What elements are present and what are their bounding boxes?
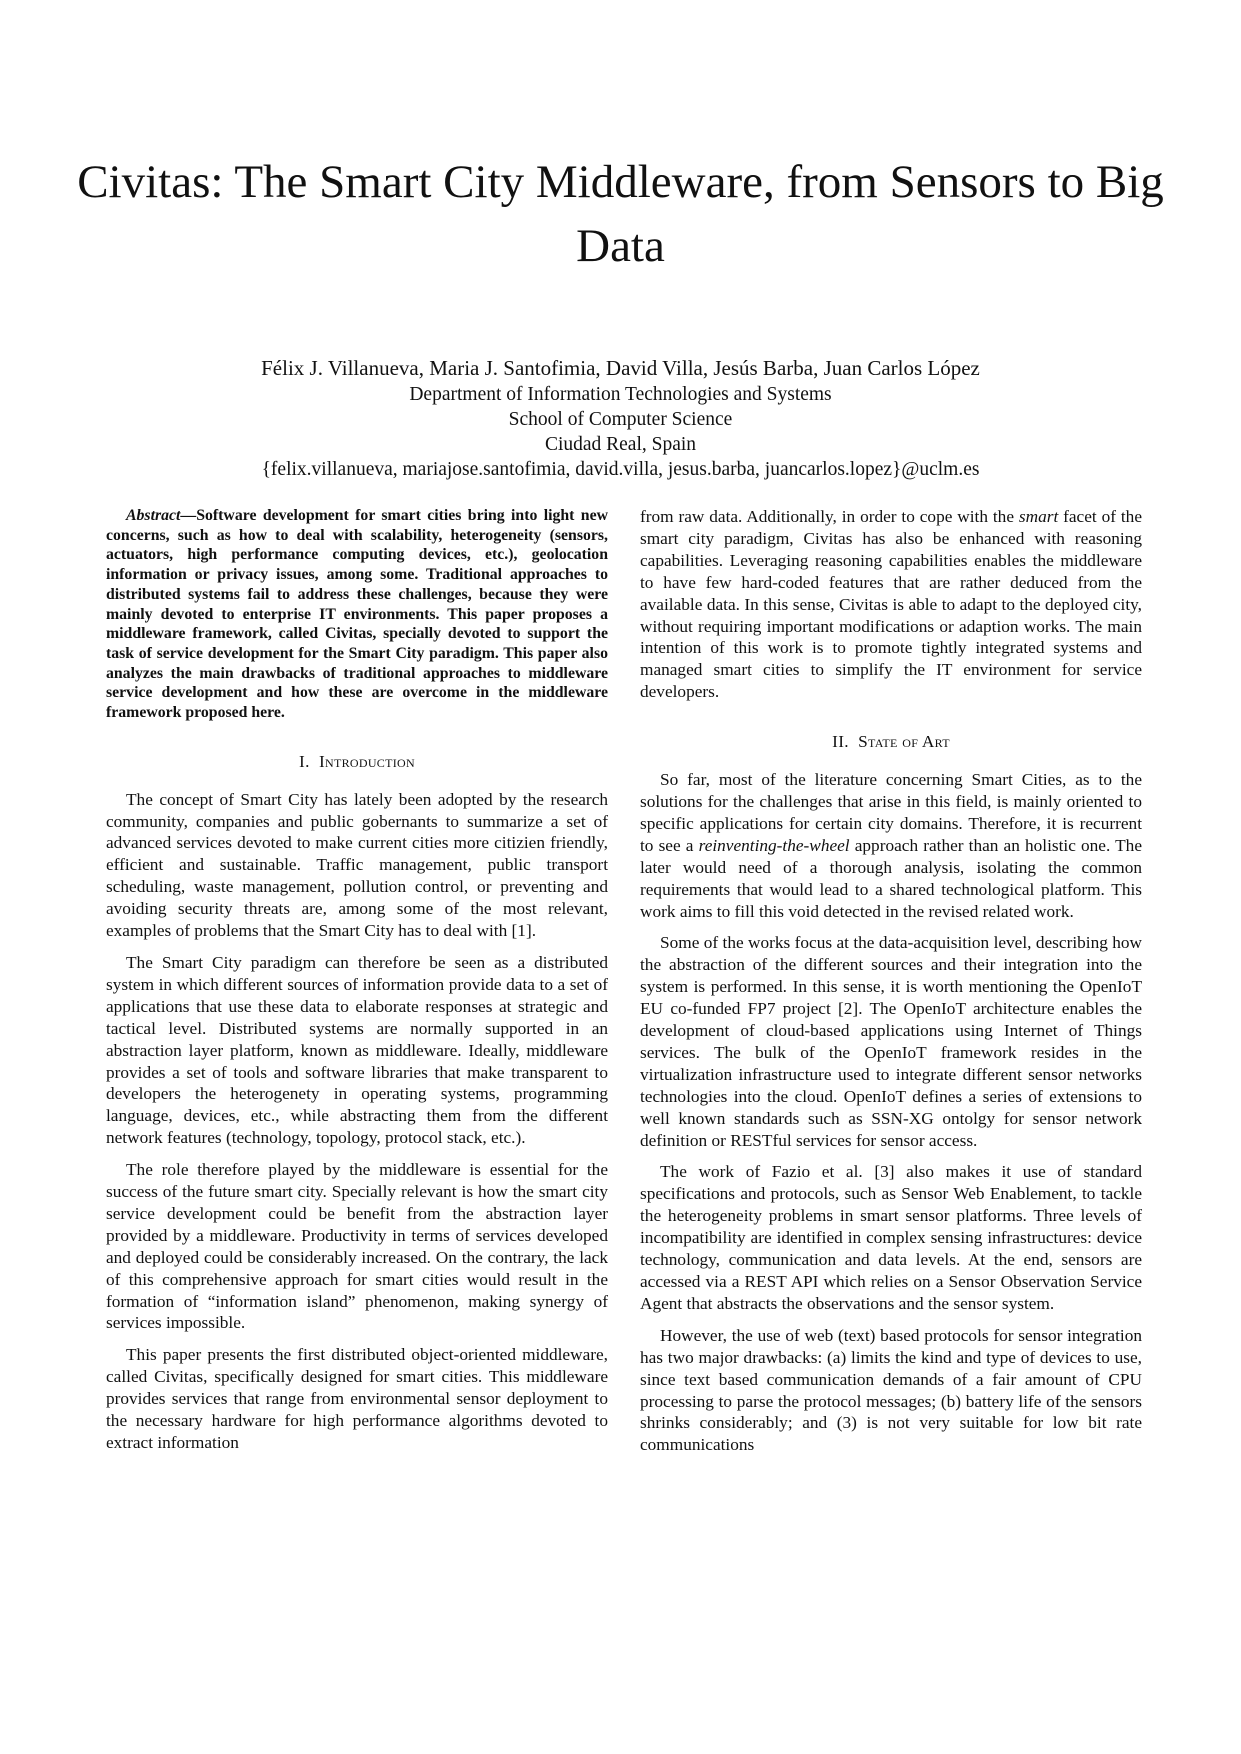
affiliation-school: School of Computer Science xyxy=(508,409,733,430)
paragraph-continuation xyxy=(640,506,1142,703)
text-run: So far, most of the literature concerning Smart Cities, as to the solutions for the challenges that arise in this field, is mainly oriented to specific applications for certain city domains. Therefore, it is recurrent to see a xyxy=(640,770,1142,855)
section-title: Introduction xyxy=(318,751,415,771)
affiliation-department: Department of Information Technologies and Systems xyxy=(409,384,832,405)
paragraph: The role therefore played by the middleware is essential for the success of the future smart city. Specially relevant is how the smart city service development could be benefit from the abstraction layer provided by a middleware. Productivity in terms of services developed and deployed could be considerably increased. On the contrary, the lack of this comprehensive approach for smart cities would result in the formation of “information island” phenomenon, making synergy of services impossible. xyxy=(106,1160,608,1333)
paragraph: Some of the works focus at the data-acquisition level, describing how the abstraction of the different sources and their integration into the system is performed. In this sense, it is worth mentioning the OpenIoT EU co-funded FP7 project [2]. The OpenIoT architecture enables the development of cloud-based applications using Internet of Things services. The bulk of the OpenIoT framework resides in the virtualization infrastructure used to integrate different sensor networks technologies into the cloud. OpenIoT defines a series of extensions to well known standards such as SSN-XG ontolgy for sensor network definition or RESTful services for sensor access. xyxy=(640,933,1142,1150)
left-column xyxy=(106,506,608,1454)
paragraph xyxy=(640,769,1142,922)
paragraph: The Smart City paradigm can therefore be seen as a distributed system in which different sources of information provide data to a set of applications that use these data to elaborate responses at strategic and tactical level. Distributed systems are normally supported in an abstraction layer platform, known as middleware. Ideally, middleware provides a set of tools and software libraries that make transparent to developers the heterogenety in operating systems, programming language, devices, etc., while abstracting them from the different network features (technology, topology, protocol stack, etc.). xyxy=(106,952,608,1148)
abstract-text: —Software development for smart cities bring into light new concerns, such as how to deal with scalability, heterogeneity (sensors, actuators, high performance computing devices, etc.), geolocation information or privacy issues, among some. Traditional approaches to distributed systems fail to address these challenges, because they were mainly devoted to enterprise IT environments. This paper proposes a middleware framework, called Civitas, specially devoted to support the task of service development for the Smart City paradigm. This paper also analyzes the main drawbacks of traditional approaches to middleware service development and how these are overcome in the middleware framework proposed here. xyxy=(106,507,608,722)
paragraph: The concept of Smart City has lately been adopted by the research community, companies and public gobernants to summarize a set of advanced services devoted to make current cities more citizien friendly, efficient and sustainable. Traffic management, public transport scheduling, waste management, pollution control, or preventing and avoiding security threats are, among some of the most relevant, examples of problems that the Smart City has to deal with [1]. xyxy=(106,789,608,941)
affiliation-location: Ciudad Real, Spain xyxy=(544,434,697,455)
text-run: from raw data. Additionally, in order to cope with the xyxy=(640,507,1019,526)
paragraph: However, the use of web (text) based protocols for sensor integration has two major drawbacks: (a) limits the kind and type of devices to use, since text based communication demands of a fair amount of CPU processing to parse the protocol messages; (b) battery life of the sensors shrinks considerably; and (3) is not very suitable for low bit rate communications xyxy=(640,1325,1142,1455)
section-number: I. xyxy=(299,751,310,771)
paper-title: Civitas: The Smart City Middleware, from Sensors to Big Data xyxy=(77,156,1164,272)
section-heading-introduction xyxy=(106,751,608,773)
paragraph: This paper presents the first distributed object-oriented middleware, called Civitas, specifically designed for smart cities. This middleware provides services that range from environmental sensor deployment to the necessary hardware for high performance algorithms devoted to extract information xyxy=(106,1345,608,1453)
author-emails: {felix.villanueva, mariajose.santofimia, david.villa, jesus.barba, juancarlos.lopez}@uclm.es xyxy=(261,459,980,480)
author-names: Félix J. Villanueva, Maria J. Santofimia, David Villa, Jesús Barba, Juan Carlos López xyxy=(261,356,980,380)
text-run: approach rather than an holistic one. The later would need of a thorough analysis, isolating the common requirements that would lead to a shared technological platform. This work aims to fill this void detected in the revised related work. xyxy=(640,835,1142,921)
section-number: II. xyxy=(832,732,849,752)
emphasis: reinventing-the-wheel xyxy=(698,835,850,855)
right-column xyxy=(640,506,1142,1456)
paragraph: The work of Fazio et al. [3] also makes it use of standard specifications and protocols, such as Sensor Web Enablement, to tackle the heterogeneity problems in smart sensor platforms. Three levels of incompatibility are identified in complex sensing infrastructures: device technology, communication and data levels. At the end, sensors are accessed via a REST API which relies on a Sensor Observation Service Agent that abstracts the observations and the sensor system. xyxy=(640,1162,1142,1313)
abstract-label: Abstract xyxy=(126,507,181,524)
author-block xyxy=(60,355,1181,482)
section-title: State of Art xyxy=(858,732,950,752)
text-run: facet of the smart city paradigm, Civitas has also be enhanced with reasoning capabilities. Leveraging reasoning capabilities enables the middleware to have few hard-coded features that are rather deduced from the available data. In this sense, Civitas is able to adapt to the deployed city, without requiring important modifications or adaption works. The main intention of this work is to promote tightly integrated systems and managed smart cities to simplify the IT environment for service developers. xyxy=(640,507,1142,702)
emphasis: smart xyxy=(1018,507,1059,526)
abstract xyxy=(106,506,608,723)
section-heading-state-of-art xyxy=(640,731,1142,753)
